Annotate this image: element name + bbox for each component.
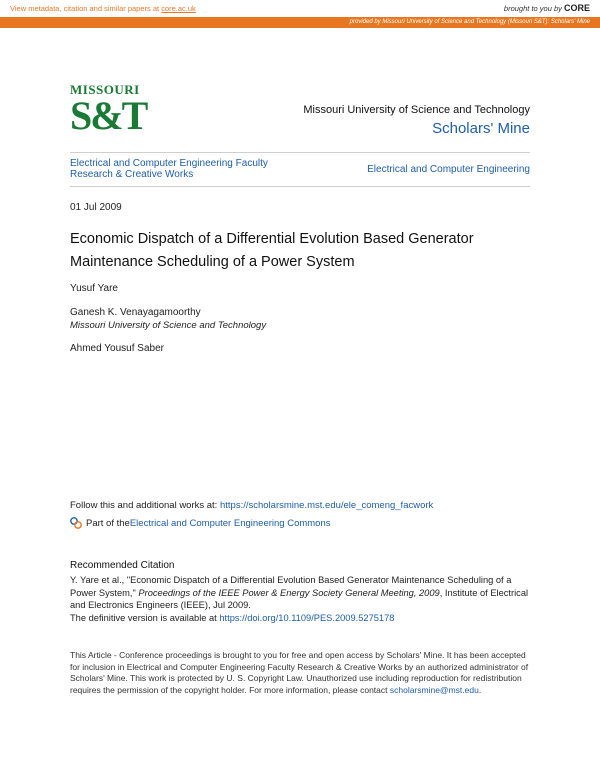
contact-email-link[interactable]: scholarsmine@mst.edu [389,684,479,695]
core-brand-notice [504,0,590,17]
recommended-citation [70,574,532,624]
missouri-st-logo [70,82,147,138]
divider-bottom [70,186,530,187]
follow-text: Follow this and additional works at: [70,500,220,511]
institution-name: Missouri University of Science and Technology [303,104,530,116]
publication-date: 01 Jul 2009 [70,202,122,213]
collection-link-faculty-works[interactable]: Electrical and Computer Engineering Faculty Research & Creative Works [70,158,268,180]
follow-works [70,500,433,511]
author-name: Ganesh K. Venayagamoorthy [70,307,201,318]
divider-top [70,152,530,153]
citation-journal: Proceedings of the IEEE Power & Energy Society General Meeting, 2009 [138,587,440,598]
doi-link[interactable]: https://doi.org/10.1109/PES.2009.5275178 [219,612,395,623]
author-name: Ahmed Yousuf Saber [70,343,164,354]
rights-statement [70,650,532,696]
part-of-commons [70,517,331,529]
repository-name[interactable]: Scholars' Mine [432,120,530,137]
collection-link-department[interactable]: Electrical and Computer Engineering [367,164,530,175]
brought-to-you-text: brought to you by [503,4,562,13]
network-commons-icon [70,517,82,529]
core-logo-icon[interactable]: CORE [563,3,590,13]
core-top-bar [0,0,600,17]
citation-text: Y. Yare et al., "Economic Dispatch of a Differential Evolution Based Generator Maintenance Scheduling of a Power System," [70,575,512,598]
part-of-text: Part of the [86,517,130,529]
logo-st-text: S&T [70,93,147,138]
provided-by-text: provided by Missouri University of Science and Technology (Missouri S&T): Scholars' Mine [349,19,590,25]
recommended-citation-heading: Recommended Citation [70,560,175,571]
rights-text: This Article - Conference proceedings is brought to you for free and open access by Scholars' Mine. It has been accepted for inclusion in Electrical and Computer Engineering Faculty Research & Creative Works by an authorized administrator of Scholars' Mine. This work is protected by U. S. Copyright Law. Unauthorized use including reproduction for redistribution requires the permission of the copyright holder. For more information, please contact [70,650,529,695]
author-affiliation: Missouri University of Science and Technology [70,320,267,331]
core-notice-text: View metadata, citation and similar papers at [10,4,162,13]
rights-end: . [478,684,482,695]
doi-text: The definitive version is available at [70,612,220,623]
author-name: Yusuf Yare [70,283,118,294]
core-link[interactable]: core.ac.uk [161,4,196,13]
provided-by-bar [0,17,600,28]
follow-link[interactable]: https://scholarsmine.mst.edu/ele_comeng_facwork [219,500,434,511]
citation-publisher: , Institute of Electrical and Electronics Engineers (IEEE), Jul 2009. [70,587,529,610]
commons-link[interactable]: Electrical and Computer Engineering Commons [129,517,331,529]
logo-missouri-text: MISSOURI [70,82,140,97]
paper-title: Economic Dispatch of a Differential Evolution Based Generator Maintenance Scheduling of a Power System [70,231,474,270]
core-metadata-notice [10,0,196,17]
